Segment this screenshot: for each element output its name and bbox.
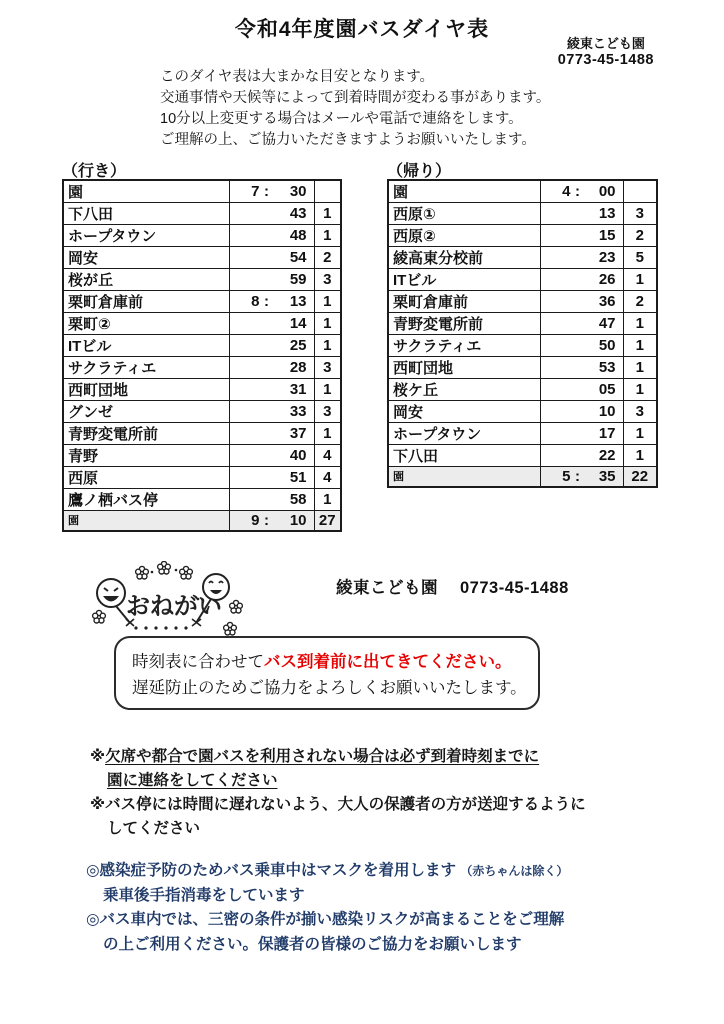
table-row (63, 401, 341, 423)
stop-name-cell: 栗町倉庫前 (63, 291, 229, 313)
time-minute: 22 (598, 447, 616, 464)
time-cell (540, 445, 623, 467)
time-minute: 58 (289, 491, 307, 508)
stop-name-cell: 岡安 (63, 247, 229, 269)
time-minute: 05 (598, 381, 616, 398)
time-minute: 00 (598, 183, 616, 200)
time-minute: 31 (289, 381, 307, 398)
time-minute: 10 (289, 511, 307, 529)
rider-count-cell: 2 (623, 225, 657, 247)
table-row (63, 511, 341, 531)
stop-name-cell: 西町団地 (63, 379, 229, 401)
time-minute: 30 (289, 183, 307, 200)
arrival-notice-box (114, 636, 540, 710)
time-minute: 28 (289, 359, 307, 376)
time-colon: : (264, 511, 269, 529)
stop-name-cell: 桜ケ丘 (388, 379, 540, 401)
time-cell (540, 291, 623, 313)
time-cell (229, 511, 314, 531)
rider-count-cell: 1 (314, 335, 341, 357)
rider-count-cell: 22 (623, 467, 657, 487)
stop-name-cell: 園 (63, 511, 229, 531)
time-cell (229, 379, 314, 401)
rider-count-cell: 1 (623, 269, 657, 291)
time-minute: 33 (289, 403, 307, 420)
table-row (63, 269, 341, 291)
stop-name-cell: ITビル (388, 269, 540, 291)
table-row (388, 379, 657, 401)
time-minute: 50 (598, 337, 616, 354)
table-row (388, 203, 657, 225)
stop-name-cell: 桜が丘 (63, 269, 229, 291)
rider-count-cell: 1 (314, 379, 341, 401)
table-row (63, 313, 341, 335)
header-org-block (558, 36, 654, 68)
covid-note-2-line-2: の上ご利用ください。保護者の皆様のご協力をお願いします (103, 935, 522, 953)
table-row (63, 180, 341, 203)
table-row (388, 401, 657, 423)
time-cell (229, 335, 314, 357)
time-cell (540, 335, 623, 357)
note-marker: ※ (90, 748, 106, 765)
contact-line (336, 574, 569, 598)
stop-name-cell: グンゼ (63, 401, 229, 423)
table-row (388, 335, 657, 357)
stop-name-cell: 西町団地 (388, 357, 540, 379)
rider-count-cell (314, 180, 341, 203)
table-row (388, 225, 657, 247)
rider-count-cell: 3 (314, 269, 341, 291)
time-cell (540, 357, 623, 379)
rider-count-cell: 3 (623, 401, 657, 423)
time-cell (229, 467, 314, 489)
time-cell (229, 357, 314, 379)
table-row (388, 445, 657, 467)
onegai-text: おねがい (126, 593, 222, 620)
rider-count-cell: 1 (623, 379, 657, 401)
stop-name-cell: 園 (388, 467, 540, 487)
rider-count-cell: 4 (314, 467, 341, 489)
notice-line-1 (132, 649, 538, 675)
table-row (63, 423, 341, 445)
time-hour: 5 (562, 467, 571, 485)
flower-icon (158, 561, 171, 574)
time-minute: 48 (289, 227, 307, 244)
time-cell (229, 203, 314, 225)
stop-name-cell: 栗町② (63, 313, 229, 335)
baby-exception-note: （赤ちゃんは除く） (460, 864, 569, 878)
covid-marker: ◎ (86, 911, 100, 928)
time-minute: 53 (598, 359, 616, 376)
time-cell (540, 379, 623, 401)
stop-name-cell: 青野変電所前 (63, 423, 229, 445)
rider-count-cell: 1 (623, 357, 657, 379)
time-cell (540, 269, 623, 291)
time-colon: : (575, 183, 580, 200)
table-row (388, 467, 657, 487)
time-cell (229, 489, 314, 511)
flower-icon (180, 566, 193, 579)
stop-name-cell: サクラティエ (63, 357, 229, 379)
table-row (63, 467, 341, 489)
time-hour: 7 (251, 183, 260, 200)
time-minute: 23 (598, 249, 616, 266)
outbound-table-body (63, 180, 341, 531)
rider-count-cell: 27 (314, 511, 341, 531)
covid-note-1-line-2: 乗車後手指消毒をしています (103, 886, 305, 904)
rider-count-cell: 1 (314, 291, 341, 313)
time-cell (229, 313, 314, 335)
outbound-timetable (62, 179, 342, 532)
notice-line1-black: 時刻表に合わせて (132, 653, 264, 671)
table-row (63, 225, 341, 247)
rider-count-cell: 1 (314, 489, 341, 511)
onegai-doodle (90, 561, 252, 647)
time-cell (540, 203, 623, 225)
time-minute: 26 (598, 271, 616, 288)
flower-icon (224, 622, 237, 635)
table-row (388, 357, 657, 379)
time-minute: 59 (289, 271, 307, 288)
rider-count-cell: 1 (314, 423, 341, 445)
stop-name-cell: ホープタウン (388, 423, 540, 445)
time-hour: 9 (251, 511, 260, 529)
org-phone: 0773-45-1488 (557, 52, 654, 68)
time-cell (229, 180, 314, 203)
time-cell (540, 423, 623, 445)
flower-icon (93, 610, 106, 623)
time-cell (229, 445, 314, 467)
stop-name-cell: 青野変電所前 (388, 313, 540, 335)
stop-name-cell: 下八田 (388, 445, 540, 467)
intro-line: このダイヤ表は大まかな目安となります。 (160, 69, 435, 85)
table-row (63, 357, 341, 379)
time-colon: : (575, 467, 580, 485)
rider-count-cell: 1 (314, 203, 341, 225)
time-hour: 8 (251, 293, 260, 310)
time-minute: 25 (289, 337, 307, 354)
stop-name-cell: 西原 (63, 467, 229, 489)
time-minute: 35 (598, 467, 616, 485)
table-row (388, 180, 657, 203)
time-cell (540, 247, 623, 269)
rider-count-cell: 5 (623, 247, 657, 269)
stop-name-cell: 西原① (388, 203, 540, 225)
time-minute: 13 (598, 205, 616, 222)
stop-name-cell: 西原② (388, 225, 540, 247)
table-row (63, 445, 341, 467)
rider-count-cell: 2 (623, 291, 657, 313)
time-minute: 13 (289, 293, 307, 310)
inbound-table-body (388, 180, 657, 487)
time-minute: 47 (598, 315, 616, 332)
rider-count-cell: 1 (314, 225, 341, 247)
table-row (388, 313, 657, 335)
stop-name-cell: 青野 (63, 445, 229, 467)
table-row (63, 379, 341, 401)
time-minute: 54 (289, 249, 307, 266)
time-cell (540, 313, 623, 335)
rider-count-cell: 1 (314, 313, 341, 335)
note-marker: ※ (90, 796, 106, 813)
dot-row (134, 626, 187, 629)
stop-name-cell: 鷹ノ栖バス停 (63, 489, 229, 511)
time-cell (540, 467, 623, 487)
inbound-section-label: （帰り） (387, 163, 452, 180)
note-1-line-1: ※欠席や都合で園バスを利用されない場合は必ず到着時刻までに (90, 748, 540, 765)
rider-count-cell: 1 (623, 423, 657, 445)
table-row (63, 247, 341, 269)
time-cell (229, 291, 314, 313)
rider-count-cell: 4 (314, 445, 341, 467)
time-minute: 14 (289, 315, 307, 332)
note-1-line-2: 園に連絡をしてください (107, 772, 278, 789)
stop-name-cell: 栗町倉庫前 (388, 291, 540, 313)
intro-line: 交通事情や天候等によって到着時間が変わる事があります。 (160, 90, 551, 106)
time-minute: 10 (598, 403, 616, 420)
table-row (388, 291, 657, 313)
stop-name-cell: 園 (63, 180, 229, 203)
stop-name-cell: 下八田 (63, 203, 229, 225)
covid-note-2-line-1: ◎バス車内では、三密の条件が揃い感染リスクが高まることをご理解 (86, 911, 565, 928)
note-2-line-1: ※バス停には時間に遅れないよう、大人の保護者の方が送迎するように (90, 796, 586, 813)
time-minute: 15 (598, 227, 616, 244)
table-row (63, 335, 341, 357)
time-cell (229, 423, 314, 445)
time-minute: 36 (598, 293, 616, 310)
time-cell (229, 401, 314, 423)
notice-line1-red: バス到着前に出てきてください。 (264, 653, 512, 671)
notice-line-2: 遅延防止のためご協力をよろしくお願いいたします。 (132, 679, 527, 697)
note-2-line-2: してください (107, 820, 201, 837)
stop-name-cell: ホープタウン (63, 225, 229, 247)
outbound-section-label: （行き） (62, 163, 127, 180)
covid-notes (86, 859, 568, 957)
table-row (63, 291, 341, 313)
page-title: 令和4年度園バスダイヤ表 (234, 18, 490, 41)
rider-count-cell: 3 (314, 357, 341, 379)
usage-notes (90, 745, 586, 841)
time-cell (229, 225, 314, 247)
time-cell (540, 401, 623, 423)
table-row (388, 423, 657, 445)
covid-note-1-line-1: ◎感染症予防のためバス乗車中はマスクを着用します （赤ちゃんは除く） (86, 862, 569, 879)
flower-icon (136, 566, 149, 579)
intro-line: ご理解の上、ご協力いただきますようお願いいたします。 (160, 132, 536, 148)
table-row (388, 247, 657, 269)
time-cell (229, 247, 314, 269)
rider-count-cell (623, 180, 657, 203)
stop-name-cell: 綾高東分校前 (388, 247, 540, 269)
time-cell (540, 225, 623, 247)
time-cell (540, 180, 623, 203)
rider-count-cell: 1 (623, 335, 657, 357)
intro-paragraph (160, 67, 550, 151)
rider-count-cell: 1 (623, 313, 657, 335)
inbound-timetable (387, 179, 658, 488)
time-minute: 17 (598, 425, 616, 442)
time-hour: 4 (562, 183, 571, 200)
stop-name-cell: 園 (388, 180, 540, 203)
rider-count-cell: 3 (623, 203, 657, 225)
flower-icon (230, 600, 243, 613)
time-colon: : (264, 293, 269, 310)
intro-line: 10分以上変更する場合はメールや電話で連絡をします。 (160, 111, 523, 127)
org-name: 綾東こども園 (566, 36, 645, 51)
time-cell (229, 269, 314, 291)
time-colon: : (264, 183, 269, 200)
contact-org: 綾東こども園 (336, 579, 438, 597)
stop-name-cell: 岡安 (388, 401, 540, 423)
covid-marker: ◎ (86, 862, 100, 879)
stop-name-cell: ITビル (63, 335, 229, 357)
table-row (63, 203, 341, 225)
rider-count-cell: 2 (314, 247, 341, 269)
time-minute: 40 (289, 447, 307, 464)
rider-count-cell: 3 (314, 401, 341, 423)
time-minute: 37 (289, 425, 307, 442)
stop-name-cell: サクラティエ (388, 335, 540, 357)
table-row (388, 269, 657, 291)
rider-count-cell: 1 (623, 445, 657, 467)
time-minute: 43 (289, 205, 307, 222)
contact-phone: 0773-45-1488 (460, 579, 569, 597)
table-row (63, 489, 341, 511)
time-minute: 51 (289, 469, 307, 486)
